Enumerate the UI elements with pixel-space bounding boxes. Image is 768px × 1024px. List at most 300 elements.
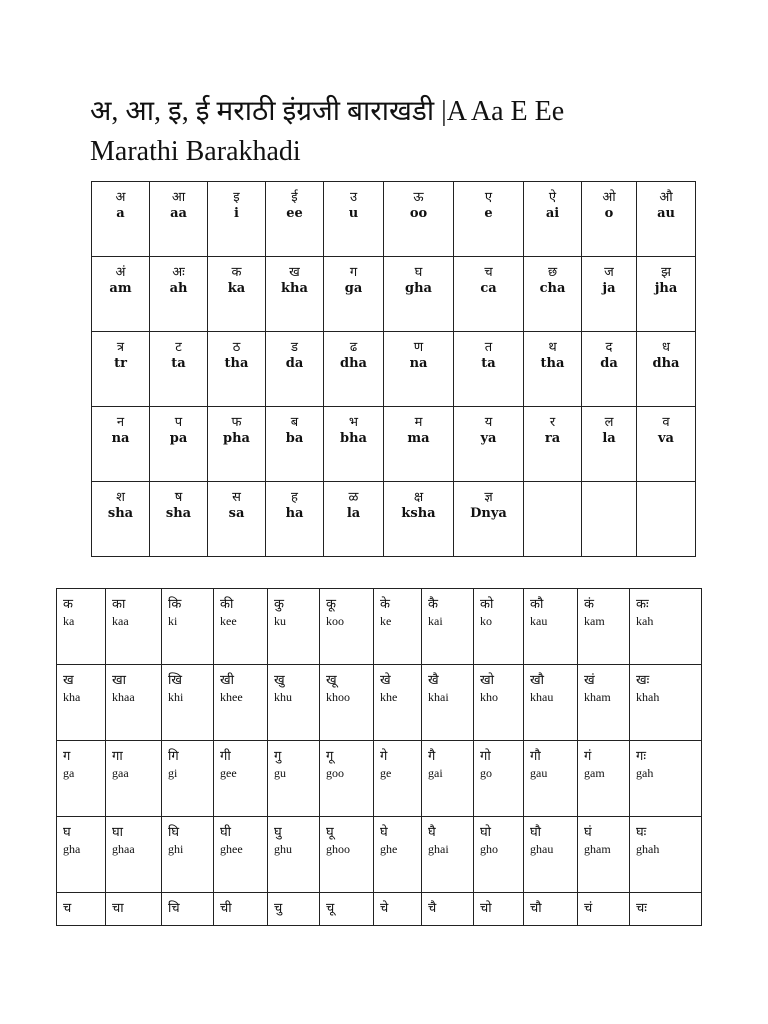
romanized-letter: sha (165, 506, 192, 521)
romanized-letter: la (602, 431, 616, 446)
devanagari-letter: चे (380, 901, 389, 916)
table-cell (266, 407, 324, 482)
table-cell (106, 589, 162, 665)
devanagari-letter: घू (326, 825, 334, 840)
table-cell (320, 665, 374, 741)
devanagari-letter: भ (348, 415, 359, 430)
romanized-letter: ta (481, 356, 496, 371)
table-row (92, 182, 696, 257)
romanized-letter: khau (530, 690, 554, 704)
table-cell (92, 482, 150, 557)
table-cell (454, 257, 524, 332)
devanagari-letter: न (116, 415, 125, 430)
devanagari-letter: ट (175, 340, 182, 355)
devanagari-letter: ऐ (548, 190, 557, 205)
romanized-letter: ghai (428, 842, 449, 856)
table-cell (582, 332, 637, 407)
table-cell (630, 665, 702, 741)
romanized-letter: ba (285, 431, 304, 446)
devanagari-letter: चौ (530, 901, 542, 916)
devanagari-letter: घु (274, 825, 282, 840)
devanagari-letter: क (231, 265, 242, 280)
table-cell (524, 257, 582, 332)
table-cell (214, 893, 268, 926)
table-cell (162, 817, 214, 893)
devanagari-letter: खं (584, 673, 595, 688)
table-cell (524, 817, 578, 893)
devanagari-letter: च (63, 901, 72, 916)
devanagari-letter: खो (480, 673, 495, 688)
table-cell (474, 589, 524, 665)
romanized-letter: au (657, 206, 675, 221)
table-cell (162, 665, 214, 741)
devanagari-letter: घी (220, 825, 232, 840)
romanized-letter: kau (530, 614, 548, 628)
romanized-letter: ma (407, 431, 430, 446)
table-cell (320, 817, 374, 893)
devanagari-letter: अं (115, 265, 126, 280)
devanagari-letter: गो (480, 749, 491, 764)
devanagari-letter: गा (112, 749, 123, 764)
devanagari-letter: गं (584, 749, 592, 764)
table-cell (422, 665, 474, 741)
romanized-letter: ghau (530, 842, 554, 856)
table-cell (578, 741, 630, 817)
devanagari-letter: ड (291, 340, 298, 355)
romanized-letter: gha (405, 281, 432, 296)
table-cell (324, 332, 384, 407)
devanagari-letter: घै (428, 825, 436, 840)
romanized-letter: i (234, 206, 239, 221)
romanized-letter: kha (63, 690, 81, 704)
romanized-letter: khah (636, 690, 660, 704)
table-cell (524, 332, 582, 407)
table-cell (637, 257, 696, 332)
romanized-letter: ki (168, 614, 178, 628)
table-cell (150, 407, 208, 482)
devanagari-letter: ग (63, 749, 71, 764)
devanagari-letter: थ (548, 340, 557, 355)
table-cell (266, 482, 324, 557)
devanagari-letter: द (605, 340, 613, 355)
devanagari-letter: गै (428, 749, 436, 764)
romanized-letter: kho (480, 690, 498, 704)
romanized-letter: ka (63, 614, 75, 628)
devanagari-letter: क (63, 597, 73, 612)
romanized-letter: ca (480, 281, 497, 296)
devanagari-letter: खः (636, 673, 650, 688)
romanized-letter: kam (584, 614, 605, 628)
devanagari-letter: घः (636, 825, 647, 840)
table-cell (324, 182, 384, 257)
devanagari-letter: कु (274, 597, 284, 612)
romanized-letter: am (109, 281, 132, 296)
table-cell (106, 665, 162, 741)
romanized-letter: cha (539, 281, 566, 296)
romanized-letter: ke (380, 614, 392, 628)
devanagari-letter: उ (349, 190, 358, 205)
romanized-letter: da (600, 356, 618, 371)
table-row (57, 817, 702, 893)
table-row (92, 257, 696, 332)
table-cell (266, 182, 324, 257)
romanized-letter: khai (428, 690, 449, 704)
romanized-letter: khe (380, 690, 398, 704)
devanagari-letter: ज्ञ (484, 490, 493, 505)
table-cell (637, 182, 696, 257)
devanagari-letter: ळ (348, 490, 359, 505)
table-cell (57, 741, 106, 817)
table-cell (268, 665, 320, 741)
romanized-letter: jha (654, 281, 678, 296)
devanagari-letter (524, 482, 581, 490)
romanized-letter: gaa (112, 766, 129, 780)
table-cell (637, 482, 696, 557)
table-cell (214, 817, 268, 893)
romanized-letter: na (409, 356, 428, 371)
table-cell (268, 893, 320, 926)
devanagari-letter: ठ (232, 340, 241, 355)
romanized-letter: ghaa (112, 842, 135, 856)
table-cell (374, 741, 422, 817)
romanized-letter: kee (220, 614, 237, 628)
devanagari-letter: घ (63, 825, 71, 840)
romanized-letter: da (285, 356, 304, 371)
romanized-letter: gam (584, 766, 605, 780)
table-cell (374, 893, 422, 926)
devanagari-letter: त्र (116, 340, 125, 355)
devanagari-letter: ची (220, 901, 232, 916)
devanagari-letter: कः (636, 597, 649, 612)
table-cell (320, 741, 374, 817)
devanagari-letter: खे (380, 673, 391, 688)
table-cell (106, 817, 162, 893)
devanagari-letter: चो (480, 901, 492, 916)
devanagari-letter: च (484, 265, 493, 280)
devanagari-letter: गे (380, 749, 388, 764)
table-cell (384, 332, 454, 407)
romanized-letter: ghoo (326, 842, 350, 856)
romanized-letter: sa (228, 506, 245, 521)
devanagari-letter: खु (274, 673, 285, 688)
title-line-1: अ, आ, इ, ई मराठी इंग्रजी बाराखडी |A Aa E Ee (90, 96, 565, 127)
romanized-letter: Dnya (470, 506, 507, 521)
table-cell (92, 407, 150, 482)
devanagari-letter: य (484, 415, 493, 430)
table-cell (422, 817, 474, 893)
romanized-letter: ra (544, 431, 561, 446)
devanagari-letter: खा (112, 673, 127, 688)
devanagari-letter (637, 482, 695, 490)
devanagari-letter: औ (659, 190, 673, 205)
devanagari-letter: चं (584, 901, 593, 916)
devanagari-letter: र (549, 415, 556, 430)
table-cell (630, 741, 702, 817)
table-cell (630, 589, 702, 665)
table-cell (57, 817, 106, 893)
devanagari-letter: खि (168, 673, 183, 688)
table-cell (578, 589, 630, 665)
devanagari-letter (582, 482, 636, 490)
romanized-letter: ghah (636, 842, 660, 856)
table-cell (208, 482, 266, 557)
devanagari-letter: खौ (530, 673, 545, 688)
romanized-letter: khu (274, 690, 292, 704)
table-cell (268, 817, 320, 893)
table-cell (384, 182, 454, 257)
romanized-letter: ha (285, 506, 304, 521)
table-cell (384, 407, 454, 482)
romanized-letter: ka (227, 281, 246, 296)
devanagari-letter: गु (274, 749, 282, 764)
romanized-letter: ya (480, 431, 497, 446)
table-cell (324, 257, 384, 332)
devanagari-letter: गी (220, 749, 231, 764)
romanized-letter: ge (380, 766, 392, 780)
table-cell (374, 665, 422, 741)
table-cell (422, 741, 474, 817)
romanized-letter: kha (281, 281, 308, 296)
romanized-letter: u (348, 206, 359, 221)
table-cell (524, 407, 582, 482)
table-cell (454, 482, 524, 557)
table-cell (524, 741, 578, 817)
romanized-letter: gee (220, 766, 237, 780)
devanagari-letter: अ (115, 190, 126, 205)
table-cell (474, 817, 524, 893)
table-cell (266, 332, 324, 407)
romanized-letter: go (480, 766, 492, 780)
devanagari-letter: ल (604, 415, 614, 430)
devanagari-letter: चि (168, 901, 180, 916)
romanized-letter: tha (224, 356, 249, 371)
table-cell (150, 182, 208, 257)
romanized-letter: la (346, 506, 361, 521)
romanized-letter: ga (63, 766, 75, 780)
table-cell (214, 741, 268, 817)
table-cell (374, 817, 422, 893)
table-cell (150, 257, 208, 332)
devanagari-letter: गौ (530, 749, 541, 764)
devanagari-letter: घौ (530, 825, 542, 840)
romanized-letter: kaa (112, 614, 129, 628)
devanagari-letter: ख (63, 673, 74, 688)
table-cell (637, 332, 696, 407)
barakhadi-table (56, 588, 702, 926)
table-cell (474, 741, 524, 817)
devanagari-letter: ग (349, 265, 358, 280)
romanized-letter: ku (274, 614, 286, 628)
table-cell (162, 741, 214, 817)
romanized-letter: ghee (220, 842, 243, 856)
devanagari-letter: व (662, 415, 670, 430)
devanagari-letter: चु (274, 901, 283, 916)
devanagari-letter: ख (289, 265, 300, 280)
table-cell (582, 257, 637, 332)
devanagari-letter: घ (414, 265, 423, 280)
devanagari-letter: घा (112, 825, 124, 840)
table-cell (268, 589, 320, 665)
table-cell (162, 589, 214, 665)
devanagari-letter: प (174, 415, 183, 430)
romanized-letter: ai (545, 206, 560, 221)
romanized-letter: gi (168, 766, 178, 780)
romanized-letter: gha (63, 842, 81, 856)
devanagari-letter: गः (636, 749, 646, 764)
romanized-letter: dha (652, 356, 680, 371)
table-cell (454, 182, 524, 257)
romanized-letter: na (111, 431, 130, 446)
romanized-letter: gham (584, 842, 611, 856)
table-cell (422, 893, 474, 926)
devanagari-letter: ज (604, 265, 614, 280)
devanagari-letter: गि (168, 749, 179, 764)
romanized-letter: ja (602, 281, 616, 296)
table-cell (630, 893, 702, 926)
devanagari-letter: ढ (349, 340, 358, 355)
romanized-letter: pha (223, 431, 250, 446)
devanagari-letter: का (112, 597, 126, 612)
devanagari-letter: चः (636, 901, 647, 916)
devanagari-letter: खै (428, 673, 439, 688)
devanagari-letter: कि (168, 597, 182, 612)
romanized-letter: ghu (274, 842, 292, 856)
table-row (57, 893, 702, 926)
devanagari-letter: चू (326, 901, 335, 916)
table-cell (268, 741, 320, 817)
table-cell (208, 407, 266, 482)
table-cell (150, 332, 208, 407)
romanized-letter: aa (170, 206, 187, 221)
devanagari-letter: ओ (602, 190, 616, 205)
romanized-letter: tha (540, 356, 565, 371)
romanized-letter: kah (636, 614, 654, 628)
devanagari-letter: ऊ (413, 190, 424, 205)
devanagari-letter: छ (547, 265, 558, 280)
romanized-letter: gai (428, 766, 443, 780)
table-cell (582, 182, 637, 257)
table-cell (582, 482, 637, 557)
devanagari-letter: कू (326, 597, 336, 612)
table-cell (524, 482, 582, 557)
devanagari-letter: खू (326, 673, 337, 688)
table-cell (208, 182, 266, 257)
romanized-letter: ghi (168, 842, 184, 856)
table-cell (324, 407, 384, 482)
table-cell (208, 332, 266, 407)
romanized-letter: ko (480, 614, 492, 628)
devanagari-letter: स (232, 490, 241, 505)
table-row (57, 741, 702, 817)
romanized-letter: pa (169, 431, 188, 446)
table-cell (106, 893, 162, 926)
devanagari-letter: घं (584, 825, 592, 840)
table-cell (214, 665, 268, 741)
table-cell (320, 589, 374, 665)
devanagari-letter: चै (428, 901, 437, 916)
devanagari-letter: इ (233, 190, 240, 205)
romanized-letter: ah (169, 281, 188, 296)
devanagari-letter: को (480, 597, 494, 612)
devanagari-letter: ष (174, 490, 183, 505)
devanagari-letter: खी (220, 673, 235, 688)
vowels-consonants-table (91, 181, 696, 557)
romanized-letter: sha (107, 506, 134, 521)
table-cell (57, 589, 106, 665)
table-cell (384, 482, 454, 557)
devanagari-letter: फ (231, 415, 242, 430)
table-cell (578, 893, 630, 926)
table-cell (57, 893, 106, 926)
devanagari-letter: आ (171, 190, 186, 205)
table-cell (578, 665, 630, 741)
romanized-letter: kai (428, 614, 443, 628)
table-cell (474, 665, 524, 741)
romanized-letter: goo (326, 766, 344, 780)
table-cell (630, 817, 702, 893)
romanized-letter: ta (171, 356, 186, 371)
table-cell (106, 741, 162, 817)
table-cell (320, 893, 374, 926)
table-cell (374, 589, 422, 665)
title-line-2: Marathi Barakhadi (90, 136, 301, 167)
romanized-letter: dha (340, 356, 367, 371)
romanized-letter: khaa (112, 690, 135, 704)
table-cell (150, 482, 208, 557)
romanized-letter: a (116, 206, 125, 221)
table-cell (454, 407, 524, 482)
devanagari-letter: झ (661, 265, 671, 280)
devanagari-letter: ए (484, 190, 493, 205)
table-cell (524, 893, 578, 926)
devanagari-letter: म (414, 415, 423, 430)
romanized-letter: oo (409, 206, 428, 221)
table-cell (524, 182, 582, 257)
table-cell (57, 665, 106, 741)
romanized-letter: gau (530, 766, 548, 780)
romanized-letter: va (658, 431, 674, 446)
devanagari-letter: कं (584, 597, 594, 612)
devanagari-letter: त (484, 340, 493, 355)
romanized-letter: ghe (380, 842, 398, 856)
devanagari-letter: ब (290, 415, 299, 430)
table-cell (266, 257, 324, 332)
romanized-letter: tr (114, 356, 127, 371)
table-row (92, 332, 696, 407)
romanized-letter: ga (344, 281, 363, 296)
romanized-letter: bha (340, 431, 367, 446)
devanagari-letter: श (116, 490, 125, 505)
table-cell (324, 482, 384, 557)
table-row (57, 665, 702, 741)
romanized-letter: o (604, 206, 614, 221)
romanized-letter: khoo (326, 690, 350, 704)
table-cell (524, 665, 578, 741)
romanized-letter: kham (584, 690, 611, 704)
table-row (92, 482, 696, 557)
romanized-letter: ksha (401, 506, 436, 521)
devanagari-letter: ह (291, 490, 298, 505)
table-cell (208, 257, 266, 332)
devanagari-letter: ण (413, 340, 424, 355)
romanized-letter: koo (326, 614, 344, 628)
table-cell (454, 332, 524, 407)
romanized-letter: gah (636, 766, 654, 780)
table-cell (92, 257, 150, 332)
romanized-letter: khee (220, 690, 243, 704)
devanagari-letter: के (380, 597, 390, 612)
table-cell (214, 589, 268, 665)
